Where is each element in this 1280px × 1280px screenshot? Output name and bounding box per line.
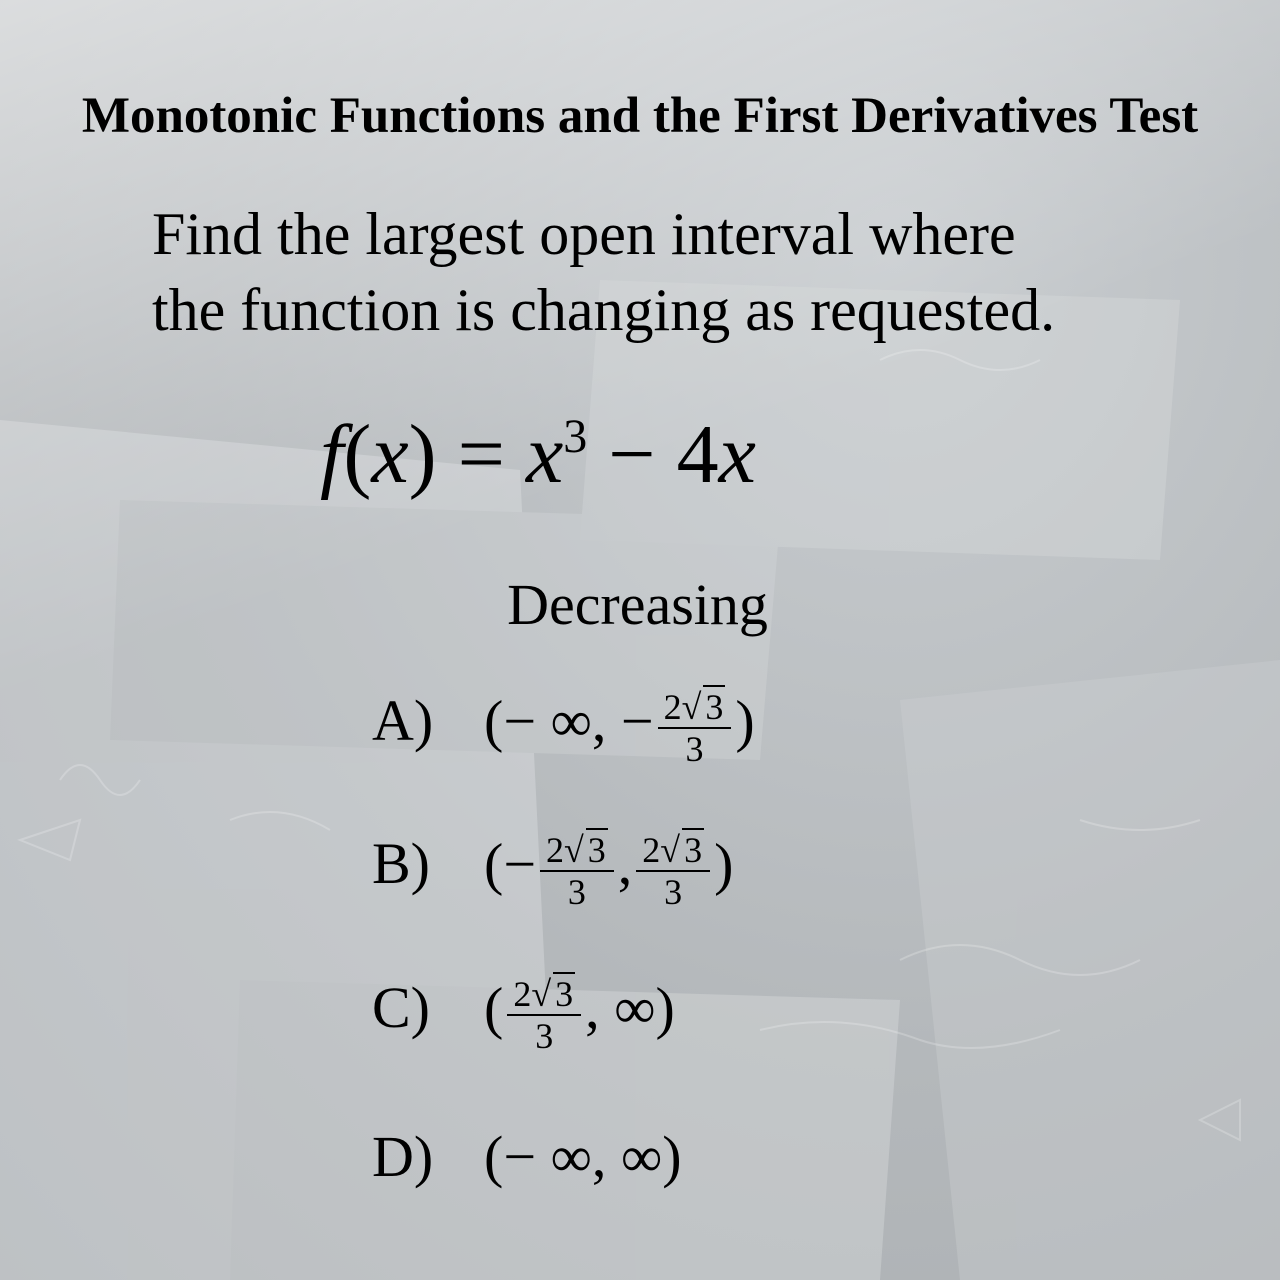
radical-icon: √ xyxy=(681,687,702,727)
option-d[interactable] xyxy=(372,1122,682,1192)
term2-variable: x xyxy=(718,408,756,501)
fraction: $\frac{2√ 3}{3}$ xyxy=(658,685,732,769)
option-b[interactable] xyxy=(372,828,733,912)
fraction: $\frac{2√ 3}{3}$ xyxy=(540,828,614,912)
term1-variable: x xyxy=(525,408,564,501)
option-letter: C) xyxy=(372,975,430,1041)
minus-sign: − xyxy=(608,408,656,501)
change-mode-label: Decreasing xyxy=(507,572,768,637)
fraction: $\frac{2√ 3}{3}$ xyxy=(636,828,710,912)
option-letter: B) xyxy=(372,831,430,897)
question-line-2: the function is changing as requested. xyxy=(152,277,1056,343)
radical-icon: √ xyxy=(660,830,681,870)
option-text: (− ∞, ∞) xyxy=(484,1124,682,1189)
option-close: ) xyxy=(714,831,734,897)
option-rest: , ∞) xyxy=(585,975,675,1041)
option-letter: D) xyxy=(372,1124,434,1189)
page-title: Monotonic Functions and the First Derivatives Test xyxy=(81,88,1199,144)
option-open: (− ∞, − xyxy=(484,688,654,754)
term1-exponent: 3 xyxy=(563,410,588,463)
option-a[interactable] xyxy=(372,685,755,769)
fraction: $\frac{2√ 3}{3}$ xyxy=(507,972,581,1056)
paren-close: ) xyxy=(408,408,437,501)
option-open: ( xyxy=(484,975,504,1041)
option-close: ) xyxy=(735,688,755,754)
equals-sign: = xyxy=(457,408,505,501)
radical-icon: √ xyxy=(531,974,552,1014)
option-letter: A) xyxy=(372,688,434,754)
question-line-1: Find the largest open interval where xyxy=(152,201,1016,267)
radical-icon: √ xyxy=(564,830,584,870)
function-variable: x xyxy=(371,408,409,501)
option-open: (− xyxy=(484,831,537,897)
function-name: f xyxy=(320,408,344,501)
function-expression xyxy=(320,405,756,517)
term2-coefficient: 4 xyxy=(676,408,719,501)
question-text xyxy=(152,196,1055,348)
option-separator: , xyxy=(617,831,633,897)
paren-open: ( xyxy=(343,408,372,501)
option-c[interactable] xyxy=(372,972,675,1056)
